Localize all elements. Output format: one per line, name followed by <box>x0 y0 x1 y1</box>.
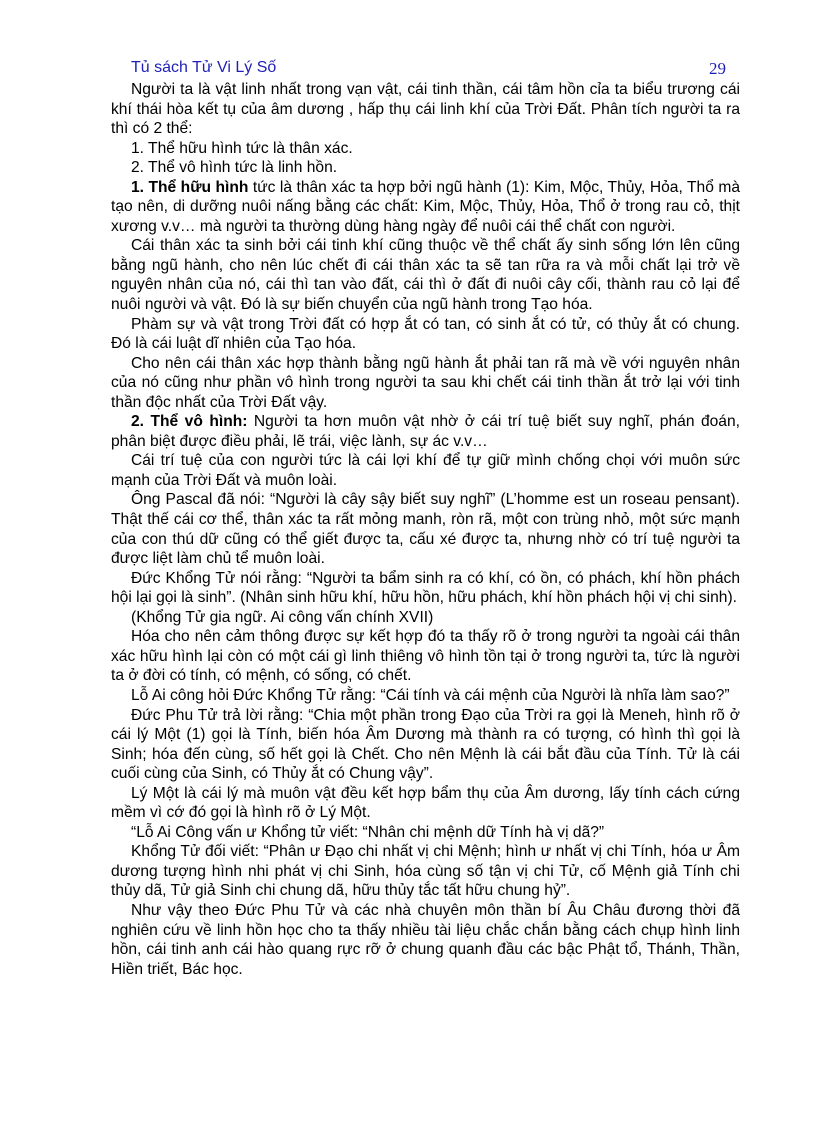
paragraph-text: Như vậy theo Đức Phu Tử và các nhà chuyên môn thần bí Âu Châu đương thời đã nghiên cứu về linh hồn học cho ta thấy nhiều tài liệu chắc chắn bằng cách chụp hình linh hồn, cái tinh anh cái hào quang rực rỡ ở chung quanh đầu các bậc Phật tổ, Thánh, Thần, Hiền triết, Bác học. <box>111 901 740 978</box>
paragraph-text: Cho nên cái thân xác hợp thành bằng ngũ hành ắt phải tan rã mà về với nguyên nhân của nó cũng như phần vô hình trong người ta sau khi chết cái tinh thần ắt trở lại với tinh thần độc nhất của Trời Đất vậy. <box>111 354 740 411</box>
paragraph <box>111 608 740 628</box>
paragraph-text: Lỗ Ai công hỏi Đức Khổng Tử rằng: “Cái tính và cái mệnh của Người là nhĩa làm sao?” <box>131 686 730 704</box>
paragraph <box>111 490 740 568</box>
document-body <box>111 80 740 979</box>
paragraph <box>111 80 740 139</box>
paragraph-text: “Lỗ Ai Công vấn ư Khổng tử viết: “Nhân chi mệnh dữ Tính hà vị dã?” <box>131 823 605 841</box>
paragraph <box>111 412 740 451</box>
paragraph <box>111 706 740 784</box>
paragraph <box>111 569 740 608</box>
paragraph-lead: 1. Thể hữu hình <box>131 178 249 196</box>
paragraph <box>111 236 740 314</box>
paragraph <box>111 627 740 686</box>
paragraph-text: Người ta là vật linh nhất trong vạn vật, cái tinh thần, cái tâm hồn cỉa ta biểu trương cái khí thái hòa kết tụ của âm dương , hấp thụ cái linh khí của Trời Đất. Phân tích người ta ra thì có 2 thể: <box>111 81 740 138</box>
paragraph-text: tức là thân xác ta hợp bởi ngũ hành (1): Kim, Mộc, Thủy, Hỏa, Thổ mà tạo nên, di dưỡng nuôi nấng bằng các chất: Kim, Mộc, Thủy, Hỏa, Thổ ở trong rau cỏ, thịt xương v.v… mà người ta thường dùng hàng ngày để nuôi cái thể chất con người. <box>111 178 740 235</box>
paragraph <box>111 315 740 354</box>
paragraph-text: (Khổng Tử gia ngữ. Ai công vấn chính XVII) <box>131 608 434 626</box>
paragraph <box>111 842 740 901</box>
page-number: 29 <box>709 59 726 78</box>
paragraph <box>111 784 740 823</box>
book-title: Tủ sách Tử Vi Lý Số <box>131 59 277 76</box>
paragraph-text: Đức Phu Tử trả lời rằng: “Chia một phần trong Đạo của Trời ra gọi là Meneh, hình rõ ở cái lý Một (1) gọi là Tính, biến hóa Âm Dương mà thành ra có tượng, có hình thì gọi là Sinh; hóa đến cùng, số hết gọi là Chết. Cho nên Mệnh là cái bắt đầu của Tính. Tử là cái cuối cùng của Sinh, có Thủy ắt có Chung vậy”. <box>111 706 740 783</box>
paragraph-text: Hóa cho nên cảm thông được sự kết hợp đó ta thấy rõ ở trong người ta ngoài cái thân xác hữu hình lại còn có một cái gì linh thiêng vô hình tồn tại ở trong người ta, tức là người ta ở đời có tính, có mệnh, có sống, có chết. <box>111 628 740 685</box>
paragraph <box>111 901 740 979</box>
paragraph <box>111 139 740 159</box>
paragraph-text: Ông Pascal đã nói: “Người là cây sậy biết suy nghĩ” (L’homme est un roseau pensant). Thật thế cái cơ thể, thân xác ta rất mỏng manh, ròn rã, một con trùng nhỏ, một sức mạnh của con thú dữ cũng có thể giết được ta, cấu xé được ta, nhưng nhờ có trí tuệ người ta được liệt làm chủ tể muôn loài. <box>111 491 740 568</box>
paragraph-text: 2. Thể vô hình tức là linh hồn. <box>131 159 338 177</box>
paragraph-text: Cái thân xác ta sinh bởi cái tinh khí cũng thuộc về thể chất ấy sinh sống lớn lên cũng bằng ngũ hành, cho nên lúc chết đi cái thân xác ta sẽ tan rữa ra và mỗi chất lại trở về nguyên nhân của nó, cái thì tan vào đất, cái thì ở đất đi nuôi cây cối, thành rau cỏ lại để nuôi người và vật. Đó là sự biến chuyển của ngũ hành trong Tạo hóa. <box>111 237 740 314</box>
paragraph-text: Lý Một là cái lý mà muôn vật đều kết hợp bẩm thụ của Âm dương, lấy tính cách cứng mềm vì cớ đó gọi là hình rõ ở Lý Một. <box>111 784 740 822</box>
paragraph <box>111 823 740 843</box>
paragraph <box>111 354 740 413</box>
paragraph <box>111 686 740 706</box>
paragraph <box>111 178 740 237</box>
paragraph-text: Đức Khổng Tử nói rằng: “Người ta bẩm sinh ra có khí, có ồn, có phách, khí hồn phách hội lại gọi là sinh”. (Nhân sinh hữu khí, hữu hồn, hữu phách, khí hồn phách hội vị chi sinh). <box>111 569 740 607</box>
page-header <box>131 59 726 79</box>
paragraph-text: Phàm sự và vật trong Trời đất có hợp ắt có tan, có sinh ắt có tử, có thủy ắt có chung. Đó là cái luật dĩ nhiên của Tạo hóa. <box>111 315 740 353</box>
paragraph-text: Khổng Tử đối viết: “Phân ư Đạo chi nhất vị chi Mệnh; hình ư nhất vị chi Tính, hóa ư Âm dương tượng hình nhi phát vị chi Sinh, hóa cùng số tận vị chi Tử, cố Mệnh giả Tính chi thủy dã, Tử giả Sinh chi chung dã, hữu thủy tắc tất hữu chung hỷ”. <box>111 843 740 900</box>
paragraph <box>111 158 740 178</box>
paragraph-text: Cái trí tuệ của con người tức là cái lợi khí để tự giữ mình chống chọi với muôn sức mạnh của Trời Đất và muôn loài. <box>111 452 740 489</box>
paragraph-text: 1. Thể hữu hình tức là thân xác. <box>131 139 353 157</box>
paragraph-text: Người ta hơn muôn vật nhờ ở cái trí tuệ biết suy nghĩ, phán đoán, phân biệt được điều phải, lẽ trái, việc lành, sự ác v.v… <box>111 413 740 450</box>
paragraph <box>111 451 740 490</box>
paragraph-lead: 2. Thể vô hình: <box>131 413 248 431</box>
